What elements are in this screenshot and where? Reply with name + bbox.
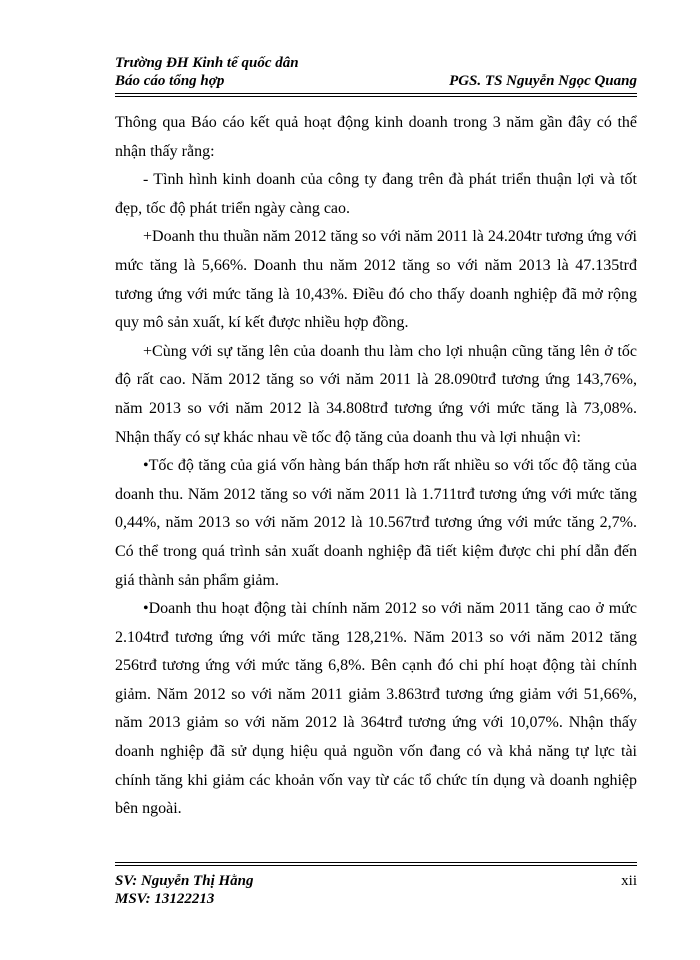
paragraph-net-revenue: +Doanh thu thuần năm 2012 tăng so với năm 2011 là 24.204tr tương ứng với mức tăng là 5,66%. Doanh thu năm 2012 tăng so với năm 2013 là 47.135trđ tương ứng với mức tăng là 10,43%. Điều đó cho thấy doanh nghiệp đã mở rộng quy mô sản xuất, kí kết được nhiều hợp đồng.: [115, 228, 637, 332]
student-name: SV: Nguyễn Thị Hằng: [115, 873, 254, 889]
paragraph-profit: +Cùng với sự tăng lên của doanh thu làm cho lợi nhuận cũng tăng lên ở tốc độ rất cao. Năm 2012 tăng so với năm 2011 là 28.090trđ tương ứng 143,76%, năm 2013 so với năm 2012 là 34.808trđ tương ứng với mức tăng là 73,08%. Nhận thấy có sự khác nhau về tốc độ tăng của doanh thu và lợi nhuận vì:: [115, 342, 637, 446]
header-rule: [115, 93, 637, 97]
page-number: xii: [621, 873, 637, 889]
university-name: Trường ĐH Kinh tế quốc dân: [115, 55, 299, 71]
paragraph-intro: Thông qua Báo cáo kết quả hoạt động kinh doanh trong 3 năm gần đây có thể nhận thấy rằng:: [115, 114, 637, 160]
report-title: Báo cáo tổng hợp: [115, 73, 225, 89]
page-header: [115, 54, 637, 90]
student-id: MSV: 13122213: [115, 891, 215, 907]
footer-rule: [115, 862, 637, 866]
supervisor-name: PGS. TS Nguyễn Ngọc Quang: [449, 73, 637, 89]
paragraph-cost-of-goods: •Tốc độ tăng của giá vốn hàng bán thấp hơn rất nhiều so với tốc độ tăng của doanh thu. Năm 2012 tăng so với năm 2011 là 1.711trđ tương ứng với mức tăng 0,44%, năm 2013 so với năm 2012 là 10.567trđ tương ứng với mức tăng 2,7%. Có thể trong quá trình sản xuất doanh nghiệp đã tiết kiệm được chi phí dẫn đến giá thành sản phẩm giảm.: [115, 457, 637, 589]
paragraph-financial-income: •Doanh thu hoạt động tài chính năm 2012 so với năm 2011 tăng cao ở mức 2.104trđ tương ứng với mức tăng 128,21%. Năm 2013 so với năm 2012 tăng 256trđ tương ứng với mức tăng 6,8%. Bên cạnh đó chi phí hoạt động tài chính giảm. Năm 2012 so với năm 2011 giảm 3.863trđ tương ứng giảm với 51,66%, năm 2013 giảm so với năm 2012 là 364trđ tương ứng với 10,07%. Nhận thấy doanh nghiệp đã sử dụng hiệu quả nguồn vốn đang có và khả năng tự lực tài chính tăng khi giảm các khoản vốn vay từ các tổ chức tín dụng và doanh nghiệp bên ngoài.: [115, 600, 637, 818]
paragraph-business-status: - Tình hình kinh doanh của công ty đang trên đà phát triển thuận lợi và tốt đẹp, tốc độ phát triển ngày càng cao.: [115, 171, 637, 217]
page-footer: [115, 872, 637, 908]
document-body: [115, 109, 637, 824]
